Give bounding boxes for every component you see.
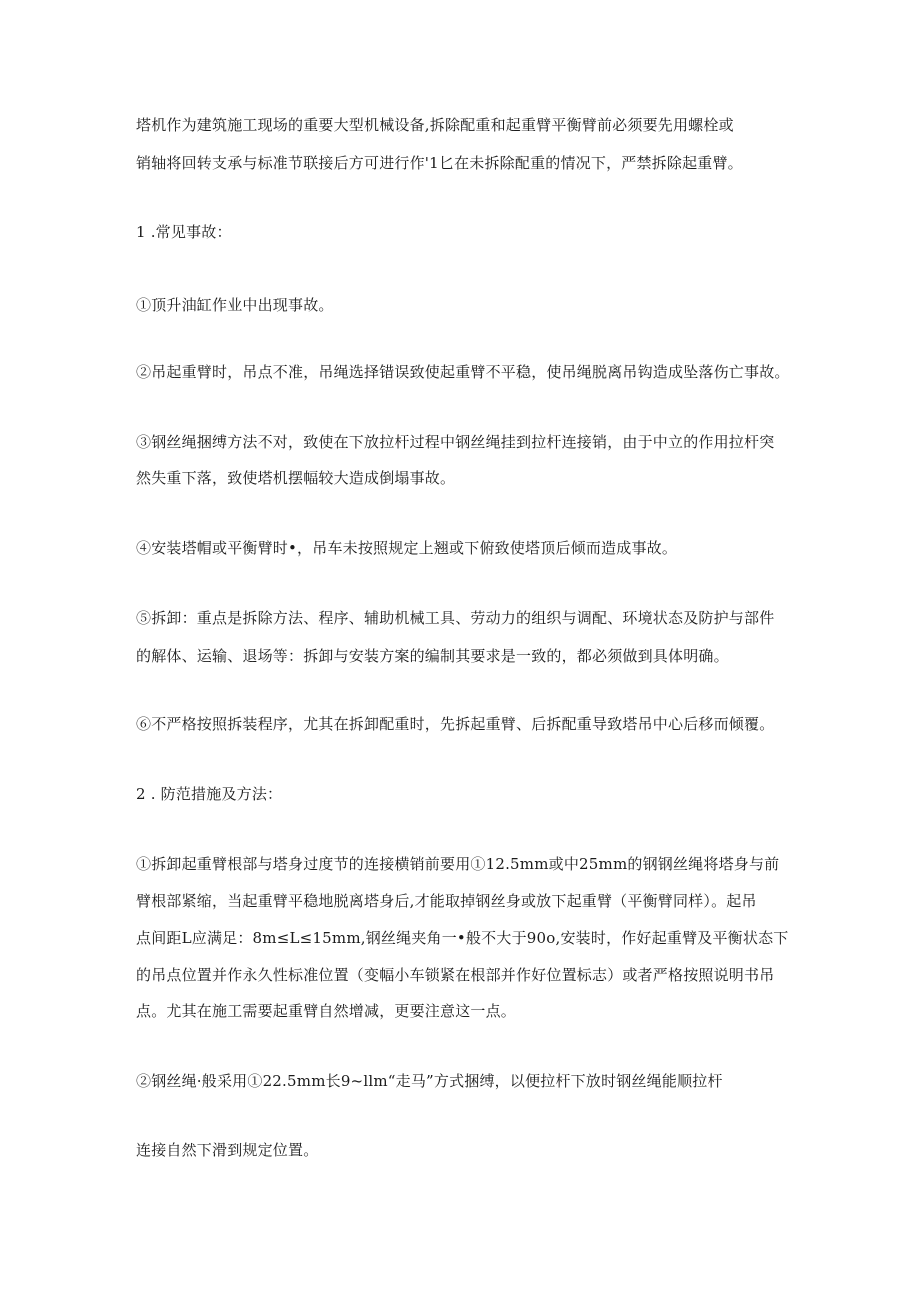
measure-item-1-line-5: 点。尤其在施工需要起重臂自然增减，更要注意这一点。 — [136, 1002, 517, 1020]
accident-item-3-line-1: ③钢丝绳捆缚方法不对，致使在下放拉杆过程中钢丝绳挂到拉杆连接销，由于中立的作用拉杆突 — [136, 433, 775, 451]
intro-line-2: 销轴将回转支承与标准节联接后方可进行作'1匕在未拆除配重的情况下，严禁拆除起重臂。 — [136, 154, 743, 172]
measure-item-1-line-2: 臂根部紧缩，当起重臂平稳地脱离塔身后,才能取掉钢丝身或放下起重臂（平衡臂同样）。起吊 — [136, 892, 757, 910]
section-heading-accidents: 1 .常见事故： — [136, 223, 232, 241]
section-heading-measures: 2 . 防范措施及方法： — [136, 785, 283, 803]
intro-line-1: 塔机作为建筑施工现场的重要大型机械设备,拆除配重和起重臂平衡臂前必须要先用螺栓或 — [136, 116, 734, 134]
accident-item-5-line-1: ⑤拆卸：重点是拆除方法、程序、辅助机械工具、劳动力的组织与调配、环境状态及防护与部件 — [136, 609, 775, 627]
measure-item-2-line-2: 连接自然下滑到规定位置。 — [136, 1141, 319, 1159]
accident-item-1: ①顶升油缸作业中出现事故。 — [136, 296, 334, 314]
measure-item-2-line-1: ②钢丝绳·般采用①22.5mm长9~llm“走马”方式捆缚，以便拉杆下放时钢丝绳能顺拉杆 — [136, 1072, 723, 1090]
measure-item-1-line-4: 的吊点位置并作永久性标准位置（变幅小车锁紧在根部并作好位置标志）或者严格按照说明书吊 — [136, 966, 775, 984]
accident-item-3-line-2: 然失重下落，致使塔机摆幅较大造成倒塌事故。 — [136, 469, 456, 487]
accident-item-2: ②吊起重臂时，吊点不准，吊绳选择错误致使起重臂不平稳，使吊绳脱离吊钩造成坠落伤亡事故。 — [136, 363, 790, 381]
accident-item-5-line-2: 的解体、运输、退场等：拆卸与安装方案的编制其要求是一致的，都必须做到具体明确。 — [136, 647, 729, 665]
measure-item-1-line-1: ①拆卸起重臂根部与塔身过度节的连接横销前要用①12.5mm或中25mm的钢钢丝绳将塔身与前 — [136, 855, 780, 873]
measure-item-1-line-3: 点间距L应满足：8m≤L≤15mm,钢丝绳夹角一•般不大于90o,安装时，作好起重臂及平衡状态下 — [136, 929, 789, 947]
accident-item-6: ⑥不严格按照拆装程序，尤其在拆卸配重时，先拆起重臂、后拆配重导致塔吊中心后移而倾覆。 — [136, 715, 775, 733]
accident-item-4: ④安装塔帽或平衡臂时•，吊车未按照规定上翘或下俯致使塔顶后倾而造成事故。 — [136, 539, 678, 557]
